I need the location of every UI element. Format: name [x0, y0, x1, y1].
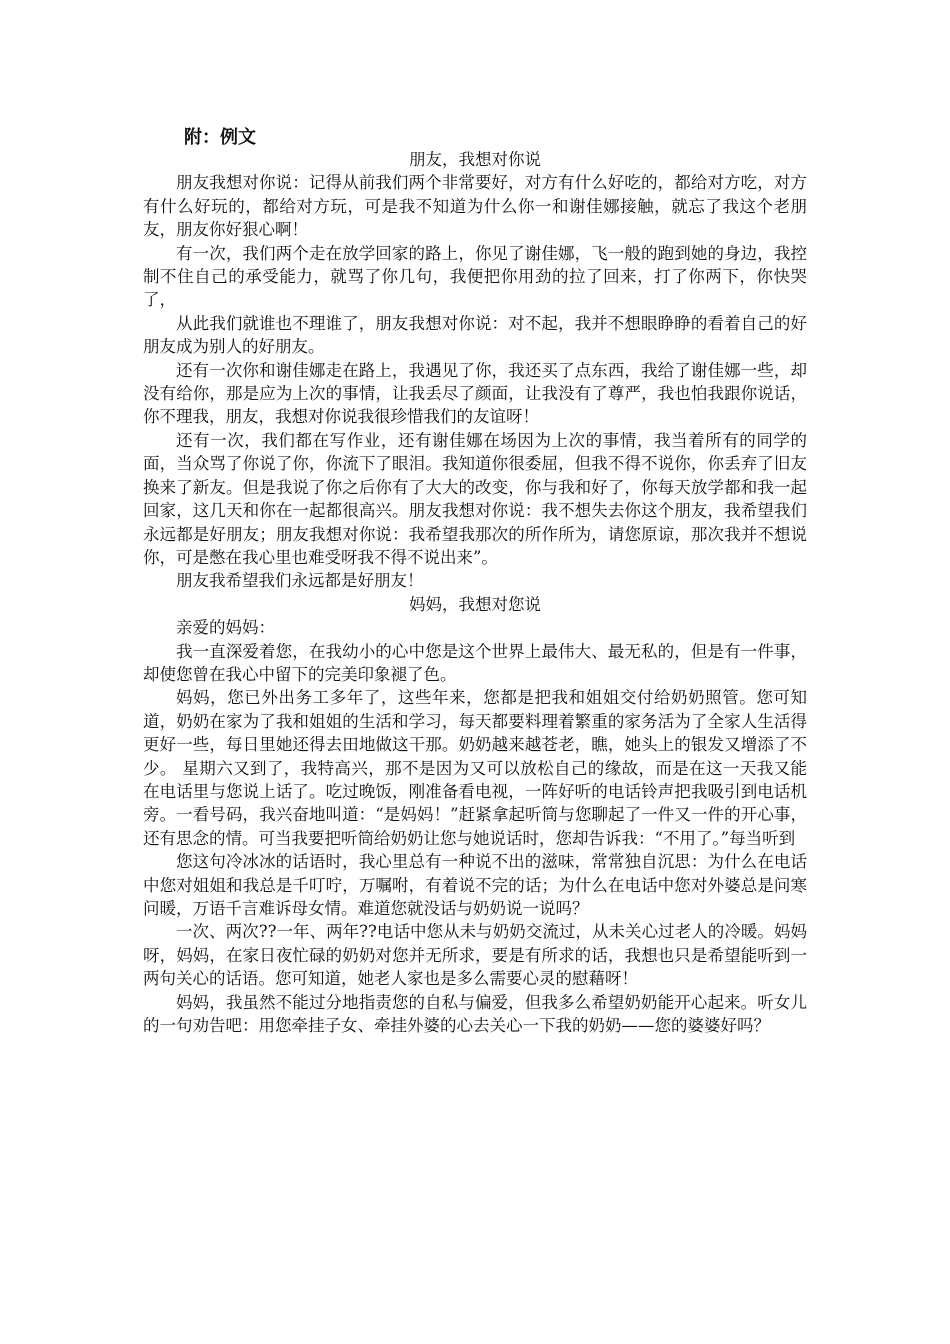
essay2-paragraph: 妈妈，您已外出务工多年了，这些年来，您都是把我和姐姐交付给奶奶照管。您可知道，奶奶在家为了我和姐姐的生活和学习，每天都要料理着繁重的家务活为了全家人生活得更好一些，每日里她还得去田地做这干那。奶奶越来越苍老，瞧，她头上的银发又增添了不少。 星期六又到了，我特高兴，那不是因为又可以放松自己的缘故，而是在这一天我又能在电话里与您说上话了。吃过晚饭，刚准备看电视，一阵好听的电话铃声把我吸引到电话机旁。一看号码，我兴奋地叫道：“是妈妈！”赶紧拿起听筒与您聊起了一件又一件的开心事，还有思念的情。可当我要把听筒给奶奶让您与她说话时，您却告诉我：“不用了。”每当听到 — [143, 688, 807, 848]
essay2-paragraph: 您这句冷冰冰的话语时，我心里总有一种说不出的滋味，常常独自沉思：为什么在电话中您对姐姐和我总是千叮咛，万嘱咐，有着说不完的话；为什么在电话中您对外婆总是问寒问暖，万语千言难诉母女情。难道您就没话与奶奶说一说吗？ — [143, 852, 807, 918]
essay1-paragraph: 朋友我想对你说：记得从前我们两个非常要好，对方有什么好吃的，都给对方吃，对方有什么好玩的，都给对方玩，可是我不知道为什么你一和谢佳娜接触，就忘了我这个老朋友，朋友你好狠心啊！ — [143, 173, 807, 240]
appendix-heading: 附：例文 — [184, 127, 256, 148]
essay1-paragraph: 有一次，我们两个走在放学回家的路上，你见了谢佳娜，飞一般的跑到她的身边，我控制不住自己的承受能力，就骂了你几句，我便把你用劲的拉了回来，打了你两下，你快哭了， — [143, 243, 807, 310]
essay2-paragraph: 一次、两次??一年、两年??电话中您从未与奶奶交流过，从未关心过老人的冷暖。妈妈呀，妈妈，在家日夜忙碌的奶奶对您并无所求，要是有所求的话，我想也只是希望能听到一两句关心的话语。您可知道，她老人家也是多么需要心灵的慰藉呀！ — [143, 922, 807, 989]
essay2-title: 妈妈，我想对您说 — [409, 594, 541, 614]
essay1-paragraph: 朋友我希望我们永远都是好朋友！ — [176, 571, 424, 591]
essay1-title: 朋友，我想对你说 — [409, 150, 541, 169]
essay1-paragraph: 还有一次你和谢佳娜走在路上，我遇见了你，我还买了点东西，我给了谢佳娜一些，却没有给你，那是应为上次的事情，让我丢尽了颜面，让我没有了尊严，我也怕我跟你说话，你不理我，朋友，我想对你说我很珍惜我们的友谊呀！ — [143, 360, 807, 427]
essay1-paragraph: 从此我们就谁也不理谁了，朋友我想对你说：对不起，我并不想眼睁睁的看着自己的好朋友成为别人的好朋友。 — [143, 313, 807, 357]
essay1-paragraph: 还有一次，我们都在写作业，还有谢佳娜在场因为上次的事情，我当着所有的同学的面，当众骂了你说了你，你流下了眼泪。我知道你很委屈，但我不得不说你，你丢弃了旧友换来了新友。但是我说了你之后你有了大大的改变，你与我和好了，你每天放学都和我一起回家，这几天和你在一起都很高兴。朋友我想对你说：我不想失去你这个朋友，我希望我们永远都是好朋友；朋友我想对你说：我希望我那次的所作所为，请您原谅，那次我并不想说你，可是憋在我心里也难受呀我不得不说出来”。 — [143, 430, 807, 567]
essay2-paragraph: 妈妈，我虽然不能过分地指责您的自私与偏爱，但我多么希望奶奶能开心起来。听女儿的一句劝告吧：用您牵挂子女、牵挂外婆的心去关心一下我的奶奶——您的婆婆好吗？ — [143, 992, 807, 1036]
essay2-paragraph: 我一直深爱着您，在我幼小的心中您是这个世界上最伟大、最无私的，但是有一件事，却使您曾在我心中留下的完美印象褪了色。 — [143, 641, 807, 684]
essay2-salutation: 亲爱的妈妈： — [176, 618, 275, 638]
document-body — [143, 148, 807, 1037]
